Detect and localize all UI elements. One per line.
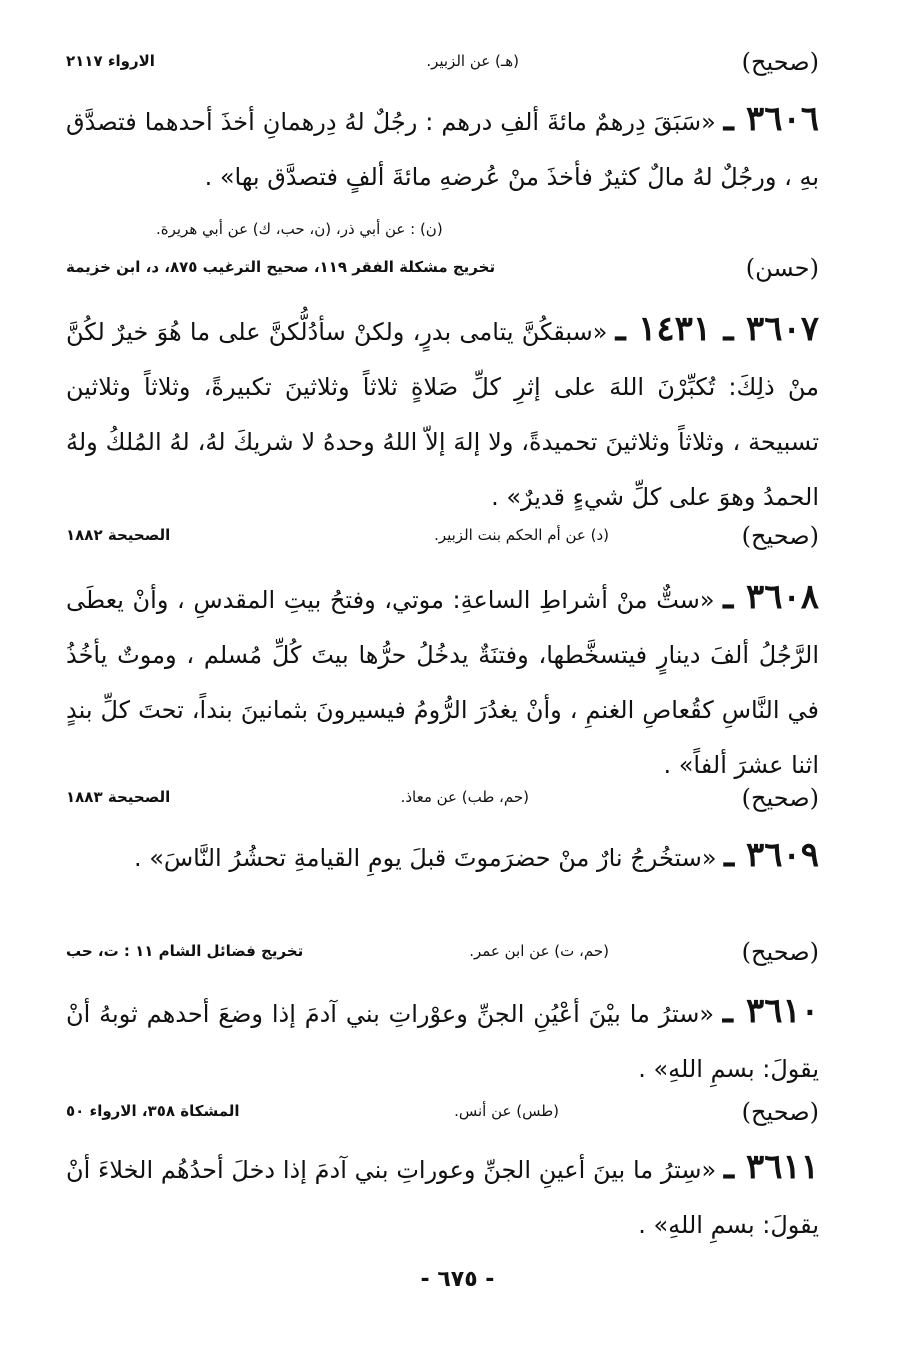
source-row-3609 bbox=[66, 932, 819, 972]
hadith-3609 bbox=[66, 828, 819, 886]
grade-label: (صحيح) bbox=[741, 1098, 819, 1126]
hadith-number: ٣٦١٠ ـ bbox=[722, 991, 819, 1031]
hadith-3611 bbox=[66, 1140, 819, 1253]
source-row-3608 bbox=[66, 778, 819, 818]
narrators-label: (د) عن أم الحكم بنت الزبير. bbox=[434, 526, 609, 544]
reference-label: المشكاة ٣٥٨، الارواء ٥٠ bbox=[66, 1102, 240, 1120]
grade-label: (صحيح) bbox=[741, 48, 819, 76]
reference-label: تخريج فضائل الشام ١١ : ت، حب bbox=[66, 942, 304, 960]
narrators-label: (طس) عن أنس. bbox=[454, 1102, 559, 1120]
hadith-body: «سترُ ما بيْنَ أعْيُنِ الجنِّ وعوْراتِ بني آدمَ إذا وضعَ أحدهم ثوبهُ أنْ يقولَ: بسمِ اللهِ» . bbox=[66, 1000, 819, 1083]
narrators-label: (هـ) عن الزبير. bbox=[426, 52, 519, 70]
grade-label: (حسن) bbox=[745, 254, 819, 282]
hadith-3607 bbox=[66, 302, 819, 525]
hadith-body: «سبقكُنَّ يتامى بدرٍ، ولكنْ سأدُلُّكنَّ على ما هُوَ خيرٌ لكُنَّ منْ ذلِكَ: تُكبِّرْنَ اللهَ على إثرِ كلِّ صَلاةٍ ثلاثاً وثلاثينَ تكبيرةً، وثلاثاً وثلاثين تسبيحة ، وثلاثاً وثلاثينَ تحميدةً، ولا إلهَ إلاّ اللهُ وحدهُ لا شريكَ لهُ، لهُ المُلكُ ولهُ الحمدُ وهوَ على كلِّ شيءٍ قديرٌ» . bbox=[66, 318, 819, 511]
hadith-body: «ستٌّ منْ أشراطِ الساعةِ: موتي، وفتحُ بيتِ المقدسِ ، وأنْ يعطَى الرَّجُلُ ألفَ دينارٍ فيتسخَّطها، وفتنَةٌ يدخُلُ حرُّها بيتَ كُلِّ مُسلم ، وموتٌ يأخُذُ في النَّاسِ كقُعاصِ الغنمِ ، وأنْ يغدُرَ الرُّومُ فيسيرونَ بثمانينَ بنداً، تحتَ كلِّ بندٍ اثنا عشرَ ألفاً» . bbox=[66, 586, 819, 779]
hadith-number: ٣٦٠٨ ـ bbox=[723, 577, 819, 617]
hadith-3606 bbox=[66, 92, 819, 205]
page-number: - ٦٧٥ - bbox=[420, 1267, 495, 1292]
hadith-body: «سِترُ ما بينَ أعينِ الجنِّ وعوراتِ بني آدمَ إذا دخلَ أحدُهُم الخلاءَ أنْ يقولَ: بسمِ اللهِ» . bbox=[66, 1156, 819, 1239]
reference-label: الصحيحة ١٨٨٣ bbox=[66, 788, 171, 806]
grade-label: (صحيح) bbox=[741, 938, 819, 966]
grade-label: (صحيح) bbox=[741, 522, 819, 550]
hadith-body: «ستخُرجُ نارٌ منْ حضرَموتَ قبلَ يومِ القيامةِ تحشُرُ النَّاسَ» . bbox=[133, 844, 717, 872]
hadith-number: ٣٦٠٧ ـ ١٤٣١ ـ bbox=[615, 309, 819, 349]
source-row-3606 bbox=[66, 248, 819, 288]
narrators-label: (حم، ت) عن ابن عمر. bbox=[469, 942, 609, 960]
source-row-3607 bbox=[66, 516, 819, 556]
hadith-number: ٣٦١١ ـ bbox=[724, 1147, 819, 1187]
narrators-label: (ن) : عن أبي ذر، (ن، حب، ك) عن أبي هريرة. bbox=[156, 220, 443, 238]
reference-label: الصحيحة ١٨٨٢ bbox=[66, 526, 171, 544]
hadith-number: ٣٦٠٩ ـ bbox=[724, 835, 819, 875]
hadith-3610 bbox=[66, 984, 819, 1097]
narrators-row-3606 bbox=[66, 210, 819, 250]
narrators-label: (حم، طب) عن معاذ. bbox=[400, 788, 529, 806]
hadith-3608 bbox=[66, 570, 819, 793]
hadith-body: «سَبَقَ دِرهمٌ مائةَ ألفِ درهم : رجُلٌ لهُ دِرهمانِ أخذَ أحدهما فتصدَّق بهِ ، ورجُلٌ لهُ مالٌ كثيرٌ فأخذَ منْ عُرضهِ مائةَ ألفٍ فتصدَّق بها» . bbox=[66, 108, 819, 191]
source-row-header bbox=[66, 42, 819, 82]
hadith-number: ٣٦٠٦ ـ bbox=[723, 99, 819, 139]
source-row-3610 bbox=[66, 1092, 819, 1132]
grade-label: (صحيح) bbox=[741, 784, 819, 812]
reference-label: تخريج مشكلة الفقر ١١٩، صحيح الترغيب ٨٧٥، د، ابن خزيمة bbox=[66, 258, 496, 276]
reference-label: الارواء ٢١١٧ bbox=[66, 52, 155, 70]
